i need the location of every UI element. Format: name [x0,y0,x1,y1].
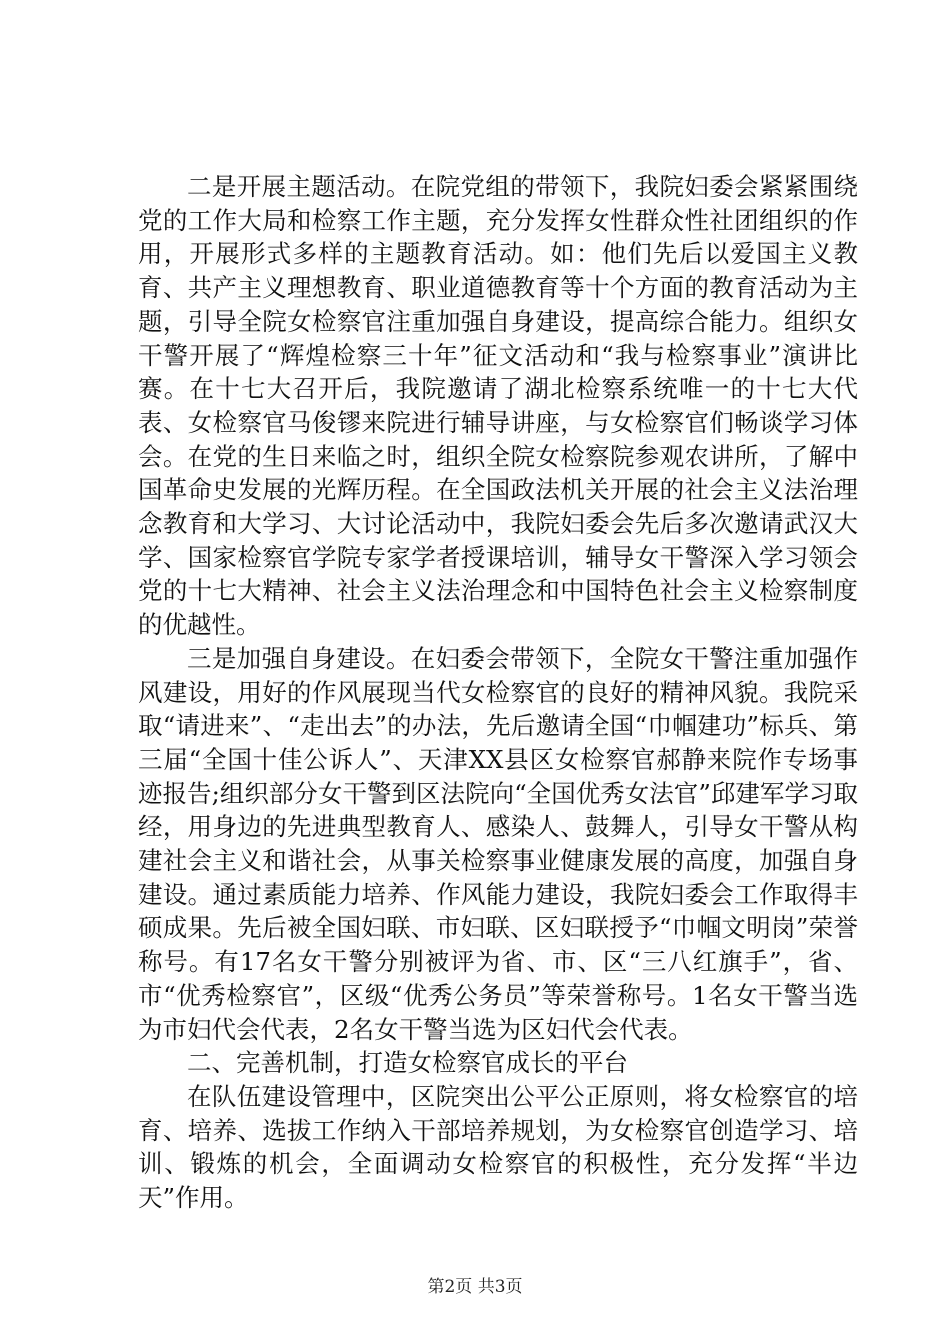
page-footer: 第2页 共3页 [427,1277,523,1297]
paragraph-activities: 二是开展主题活动。在院党组的带领下，我院妇委会紧紧围绕党的工作大局和检察工作主题，充分发挥女性群众性社团组织的作用，开展形式多样的主题教育活动。如：他们先后以爱国主义教育、共产主义理想教育、职业道德教育等十个方面的教育活动为主题，引导全院女检察官注重加强自身建设，提高综合能力。组织女干警开展了“辉煌检察三十年”征文活动和“我与检察事业”演讲比赛。在十七大召开后，我院邀请了湖北检察系统唯一的十七大代表、女检察官马俊镠来院进行辅导讲座，与女检察官们畅谈学习体会。在党的生日来临之时，组织全院女检察院参观农讲所，了解中国革命史发展的光辉历程。在全国政法机关开展的社会主义法治理念教育和大学习、大讨论活动中，我院妇委会先后多次邀请武汉大学、国家检察官学院专家学者授课培训，辅导女干警深入学习领会党的十七大精神、社会主义法治理念和中国特色社会主义检察制度的优越性。 [138,172,858,640]
paragraph-self-building: 三是加强自身建设。在妇委会带领下，全院女干警注重加强作风建设，用好的作风展现当代女检察官的良好的精神风貌。我院采取“请进来”、“走出去”的办法，先后邀请全国“巾帼建功”标兵、第三届“全国十佳公诉人”、天津XX县区女检察官郝静来院作专场事迹报告;组织部分女干警到区法院向“全国优秀女法官”邱建军学习取经，用身边的先进典型教育人、感染人、鼓舞人，引导女干警从构建社会主义和谐社会，从事关检察事业健康发展的高度，加强自身建设。通过素质能力培养、作风能力建设，我院妇委会工作取得丰硕成果。先后被全国妇联、市妇联、区妇联授予“巾帼文明岗”荣誉称号。有17名女干警分别被评为省、市、区“三八红旗手”，省、市“优秀检察官”，区级“优秀公务员”等荣誉称号。1名女干警当选为市妇代会代表，2名女干警当选为区妇代会代表。 [138,643,858,1044]
section-heading: 二、完善机制，打造女检察官成长的平台 [187,1048,628,1078]
paragraph-team-management: 在队伍建设管理中，区院突出公平公正原则，将女检察官的培育、培养、选拔工作纳入干部培养规划，为女检察官创造学习、培训、锻炼的机会，全面调动女检察官的积极性，充分发挥“半边天”作用。 [138,1081,858,1213]
document-body [138,170,858,1215]
